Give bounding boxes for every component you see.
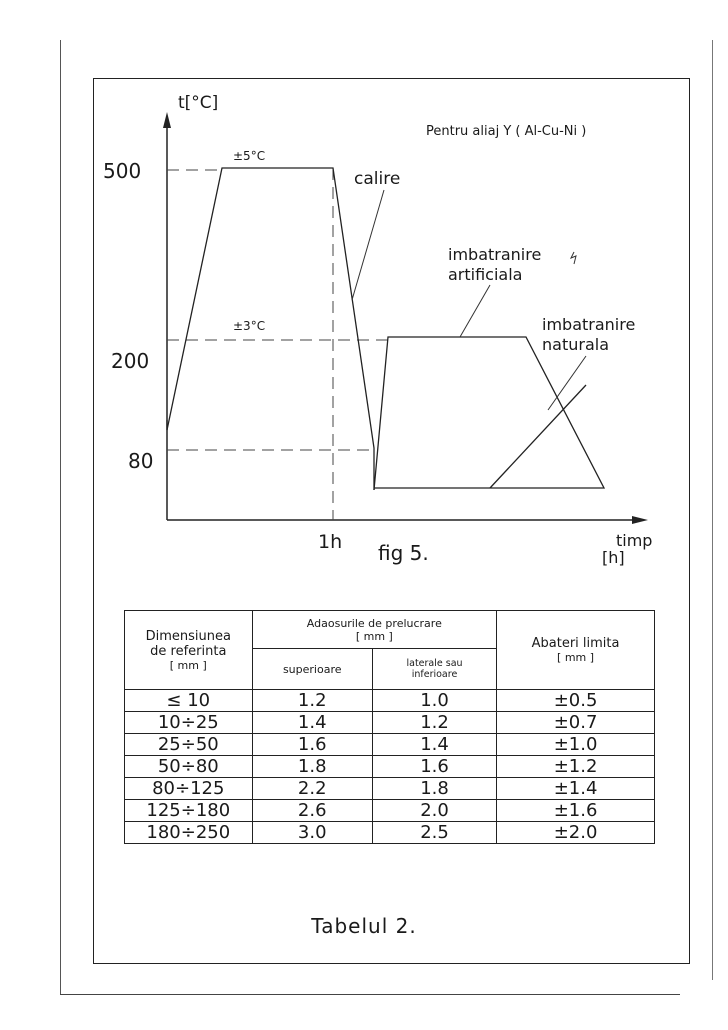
col-header-dimension-line2: de referinta bbox=[150, 643, 227, 659]
label-naturala-2: naturala bbox=[542, 335, 609, 354]
cell-dimension: 50÷80 bbox=[125, 756, 253, 778]
table-row bbox=[125, 822, 655, 844]
cell-abatere: ±1.0 bbox=[497, 734, 655, 756]
table-row bbox=[125, 734, 655, 756]
col-header-dimension-unit: [ mm ] bbox=[169, 658, 207, 672]
cell-abatere: ±1.4 bbox=[497, 778, 655, 800]
cell-laterale: 1.2 bbox=[372, 712, 496, 734]
cell-abatere: ±1.2 bbox=[497, 756, 655, 778]
label-calire: calire bbox=[354, 169, 401, 189]
cell-superioare: 1.4 bbox=[252, 712, 372, 734]
cell-laterale: 1.6 bbox=[372, 756, 496, 778]
cell-superioare: 1.8 bbox=[252, 756, 372, 778]
tolerance-low: ±3°C bbox=[233, 319, 266, 333]
cell-dimension: ≤ 10 bbox=[125, 690, 253, 712]
cell-abatere: ±1.6 bbox=[497, 800, 655, 822]
col-header-dimension-line1: Dimensiunea bbox=[145, 628, 231, 644]
label-naturala-1: imbatranire bbox=[542, 315, 636, 334]
col-header-dimension bbox=[125, 611, 253, 690]
group-header-line1: Adaosurile de prelucrare bbox=[306, 616, 442, 630]
allowance-table bbox=[124, 610, 655, 844]
x-axis-label-1: timp bbox=[616, 531, 653, 550]
cell-abatere: ±2.0 bbox=[497, 822, 655, 844]
cell-superioare: 1.2 bbox=[252, 690, 372, 712]
label-artificiala-1: imbatranire bbox=[448, 245, 542, 264]
cell-laterale: 2.0 bbox=[372, 800, 496, 822]
cell-dimension: 125÷180 bbox=[125, 800, 253, 822]
col-header-deviation-line1: Abateri limita bbox=[531, 636, 620, 651]
chart-title: Pentru aliaj Y ( Al-Cu-Ni ) bbox=[426, 124, 587, 139]
cell-dimension: 180÷250 bbox=[125, 822, 253, 844]
cell-abatere: ±0.7 bbox=[497, 712, 655, 734]
x-axis-arrow bbox=[632, 516, 648, 524]
cell-laterale: 1.0 bbox=[372, 690, 496, 712]
cell-dimension: 10÷25 bbox=[125, 712, 253, 734]
sub-header-laterale bbox=[372, 649, 496, 690]
cell-superioare: 2.2 bbox=[252, 778, 372, 800]
tolerance-high: ±5°C bbox=[233, 149, 266, 163]
y-tick-80: 80 bbox=[128, 449, 154, 473]
cell-laterale: 1.8 bbox=[372, 778, 496, 800]
table-row bbox=[125, 800, 655, 822]
group-header-unit: [ mm ] bbox=[355, 629, 393, 643]
cell-abatere: ±0.5 bbox=[497, 690, 655, 712]
series-calire bbox=[167, 168, 374, 490]
col-header-deviation bbox=[497, 611, 655, 690]
leader-artificiala bbox=[460, 285, 490, 337]
x-tick-1h: 1h bbox=[318, 531, 343, 553]
leader-naturala bbox=[548, 356, 586, 410]
x-axis-label-2: [h] bbox=[602, 548, 625, 567]
table-row bbox=[125, 690, 655, 712]
figure-caption: fig 5. bbox=[378, 541, 429, 565]
sub-header-laterale-line2: inferioare bbox=[411, 669, 458, 681]
cell-laterale: 1.4 bbox=[372, 734, 496, 756]
sub-header-superioare: superioare bbox=[252, 649, 372, 690]
table-row bbox=[125, 778, 655, 800]
cell-superioare: 1.6 bbox=[252, 734, 372, 756]
cell-superioare: 2.6 bbox=[252, 800, 372, 822]
col-header-deviation-unit: [ mm ] bbox=[557, 651, 595, 664]
series-imbatranire-artificiala bbox=[374, 337, 604, 490]
leader-calire bbox=[352, 190, 384, 300]
cell-dimension: 80÷125 bbox=[125, 778, 253, 800]
table-row bbox=[125, 756, 655, 778]
y-axis-label: t[°C] bbox=[178, 93, 219, 113]
series-imbatranire-naturala bbox=[490, 385, 586, 488]
hook-mark bbox=[571, 252, 576, 264]
cell-laterale: 2.5 bbox=[372, 822, 496, 844]
sub-header-laterale-line1: laterale sau bbox=[406, 658, 463, 670]
label-artificiala-2: artificiala bbox=[448, 265, 523, 284]
y-tick-200: 200 bbox=[111, 349, 150, 373]
table-row bbox=[125, 712, 655, 734]
table-caption: Tabelul 2. bbox=[311, 914, 417, 938]
y-axis-arrow bbox=[163, 112, 171, 128]
y-tick-500: 500 bbox=[103, 159, 142, 183]
group-header-allowance bbox=[252, 611, 497, 649]
cell-dimension: 25÷50 bbox=[125, 734, 253, 756]
cell-superioare: 3.0 bbox=[252, 822, 372, 844]
